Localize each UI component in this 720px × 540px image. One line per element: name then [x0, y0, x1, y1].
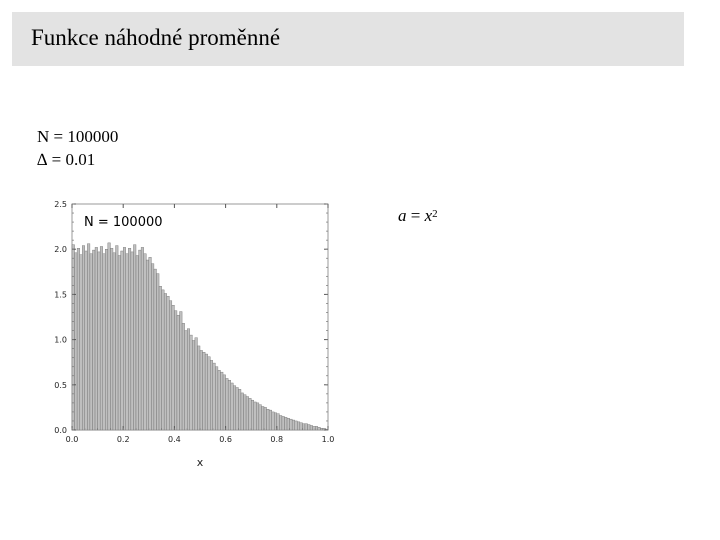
formula-lhs: a — [398, 206, 407, 225]
x-tick-label: 1.0 — [321, 435, 335, 444]
histogram-bar — [174, 311, 177, 430]
histogram-bar — [197, 346, 200, 430]
histogram-bar — [113, 253, 116, 430]
histogram-bar — [272, 412, 275, 430]
histogram-bar — [310, 425, 313, 430]
histogram-bar — [154, 269, 157, 430]
histogram-bar — [133, 245, 136, 430]
histogram-bar — [313, 426, 316, 430]
histogram-bar — [295, 421, 298, 430]
histogram-bar — [190, 335, 193, 430]
histogram-bar — [98, 252, 101, 430]
histogram-bar — [180, 312, 183, 430]
histogram-bar — [241, 393, 244, 430]
histogram-bar — [108, 243, 111, 430]
histogram-bar — [259, 405, 262, 430]
histogram-bar — [282, 416, 285, 430]
histogram-bar — [228, 380, 231, 430]
y-tick-label: 2.0 — [54, 245, 67, 255]
y-tick-label: 0.5 — [54, 380, 67, 390]
y-tick-label: 0.0 — [54, 426, 67, 435]
histogram-bar — [123, 247, 126, 430]
histogram-bar — [185, 331, 188, 430]
histogram-bar — [220, 372, 223, 430]
histogram-bar — [192, 341, 195, 430]
histogram-bar — [87, 244, 90, 430]
histogram-bar — [159, 286, 162, 430]
histogram-bar — [103, 254, 106, 430]
x-tick-label: 0.4 — [168, 435, 181, 444]
legend-label: N = 100000 — [84, 215, 163, 230]
histogram-bar — [297, 422, 300, 430]
histogram-bar — [290, 419, 293, 430]
slide-title: Funkce náhodné proměnné — [31, 25, 281, 50]
histogram-bar — [256, 403, 259, 430]
y-tick-label: 1.5 — [54, 290, 67, 300]
histogram-bar — [85, 251, 88, 430]
histogram-bar — [279, 416, 282, 430]
histogram-bar — [254, 402, 257, 430]
histogram-bar — [318, 427, 321, 430]
histogram-bar — [167, 296, 170, 430]
histogram-bar — [90, 254, 93, 430]
histogram-bar — [144, 254, 147, 430]
histogram-bar — [126, 254, 129, 430]
histogram-bar — [305, 424, 308, 430]
histogram-bar — [77, 248, 80, 430]
histogram-bar — [236, 388, 239, 430]
histogram-bar — [141, 247, 144, 430]
histogram-bar — [287, 418, 290, 430]
histogram-bar — [151, 264, 154, 430]
formula-base: x — [424, 206, 433, 225]
histogram-bar — [131, 252, 134, 430]
bin-width-label: ∆ = 0.01 — [37, 150, 96, 169]
histogram-bar — [264, 407, 267, 430]
histogram-bar — [182, 323, 185, 430]
histogram-bar — [187, 329, 190, 430]
histogram-bar — [300, 423, 303, 430]
histogram-bar — [149, 257, 152, 430]
x-tick-label: 0.8 — [270, 435, 284, 444]
histogram-bar — [210, 360, 213, 430]
histogram-bar — [320, 428, 323, 430]
histogram-bar — [205, 354, 208, 430]
histogram-bar — [302, 424, 305, 430]
histogram-bar — [177, 315, 180, 430]
histogram-bar — [244, 395, 247, 430]
histogram-bar — [136, 256, 139, 430]
histogram-bar — [92, 250, 95, 430]
y-tick-label: 2.5 — [54, 200, 67, 209]
formula-equals: = — [406, 206, 425, 225]
histogram-bar — [156, 274, 159, 430]
histogram-bar — [121, 251, 124, 430]
histogram-bar — [284, 417, 287, 430]
histogram-bar — [80, 255, 83, 430]
histogram-bar — [233, 386, 236, 430]
histogram-bar — [195, 338, 198, 430]
histogram-bar — [162, 290, 165, 430]
histogram-bar — [164, 293, 167, 430]
histogram-bar — [95, 247, 98, 430]
histogram-bar — [218, 370, 221, 430]
histogram-bar — [128, 248, 131, 430]
histogram-bar — [238, 389, 241, 430]
histogram-bar — [208, 357, 211, 430]
histogram-bar — [169, 301, 172, 430]
histogram-bar — [139, 250, 142, 430]
histogram-bar — [213, 363, 216, 430]
histogram-bar — [82, 246, 85, 430]
histogram-bar — [269, 410, 272, 430]
histogram-bar — [246, 397, 249, 430]
histogram-bar — [75, 253, 78, 430]
histogram-bar — [172, 305, 175, 430]
y-tick-label: 1.0 — [54, 335, 67, 345]
histogram-bar — [118, 256, 121, 430]
histogram-bar — [223, 375, 226, 430]
x-tick-label: 0.2 — [116, 435, 130, 444]
histogram-bar — [105, 249, 108, 430]
formula-exponent: 2 — [432, 208, 438, 220]
histogram-bar — [72, 245, 75, 430]
histogram-bar — [116, 246, 119, 430]
histogram-bar — [315, 426, 318, 430]
histogram-bar — [267, 409, 270, 430]
histogram-bar — [110, 248, 113, 430]
histogram-bar — [292, 420, 295, 430]
histogram-bar — [251, 400, 254, 430]
histogram-bar — [261, 406, 264, 430]
histogram-bar — [249, 398, 252, 430]
sample-size-label: N = 100000 — [37, 127, 119, 146]
histogram-bar — [308, 425, 311, 430]
histogram-bar — [200, 350, 203, 430]
x-tick-label: 0.0 — [65, 435, 79, 444]
histogram-bar — [203, 352, 206, 430]
histogram-bar — [146, 260, 149, 430]
x-tick-label: 0.6 — [219, 435, 232, 444]
histogram-bar — [100, 246, 103, 430]
histogram-bar — [215, 367, 218, 430]
histogram-bar — [226, 378, 229, 430]
x-axis-label: x — [196, 456, 204, 469]
histogram-bar — [231, 383, 234, 430]
